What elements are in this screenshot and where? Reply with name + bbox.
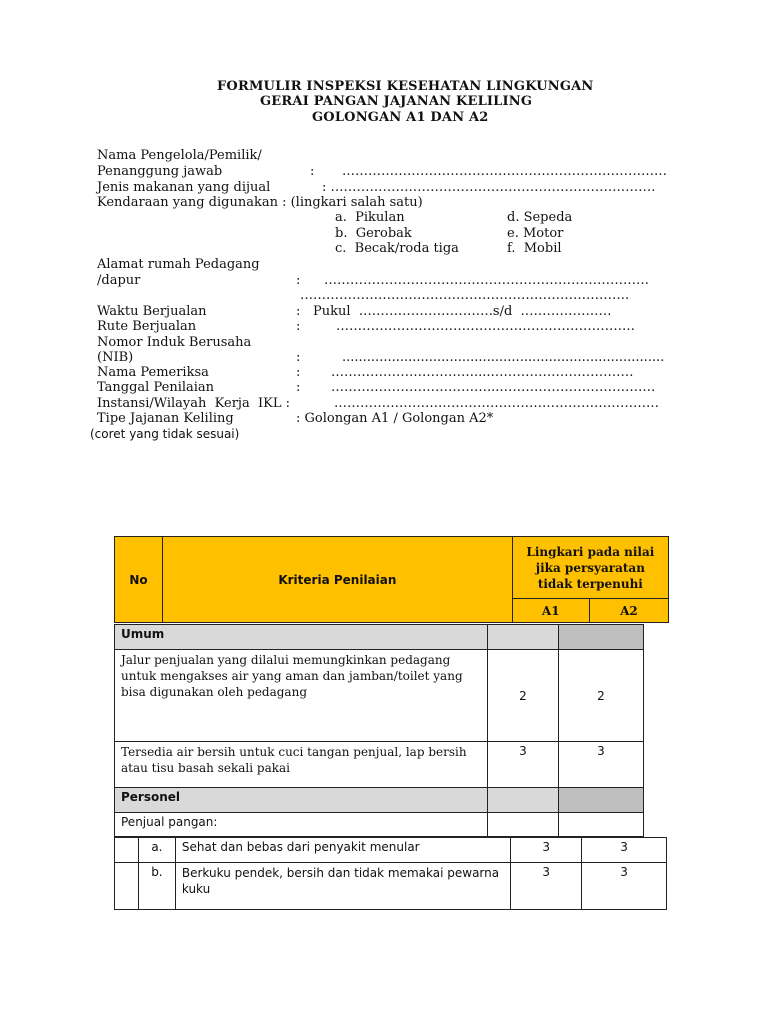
criteria-text: Tersedia air bersih untuk cuci tangan penjual, lap bersih atau tisu basah sekali pakai bbox=[115, 742, 488, 788]
option-pikulan[interactable]: a. Pikulan bbox=[335, 210, 405, 225]
header-lingkari: Lingkari pada nilai jika persyaratan tidak terpenuhi bbox=[512, 537, 668, 599]
score-a1[interactable]: 3 bbox=[488, 742, 559, 788]
tanggal-label: Tanggal Penilaian bbox=[97, 380, 215, 395]
personel-table bbox=[114, 837, 667, 910]
rute-field[interactable]: …………………………………………………………… bbox=[336, 319, 635, 334]
section-personel-a1 bbox=[488, 788, 559, 813]
score-a2[interactable]: 3 bbox=[559, 742, 644, 788]
alamat-colon: : bbox=[296, 273, 301, 288]
table-row bbox=[115, 863, 667, 910]
option-becak[interactable]: c. Becak/roda tiga bbox=[335, 241, 459, 256]
row-letter: b. bbox=[138, 863, 175, 910]
pemeriksa-field[interactable]: ……………………………....…………………………… bbox=[331, 365, 634, 380]
nib-colon: : bbox=[296, 350, 301, 365]
score-a2[interactable]: 3 bbox=[582, 838, 667, 863]
alamat-label: Alamat rumah Pedagang bbox=[97, 257, 260, 272]
empty-no-cell bbox=[115, 838, 139, 863]
waktu-label: Waktu Berjualan bbox=[97, 304, 207, 319]
criteria-text: Jalur penjualan yang dilalui memungkinkan pedagang untuk mengakses air yang aman dan jamban/toilet yang bisa digunakan oleh pedagang bbox=[115, 650, 488, 742]
score-a1[interactable]: 2 bbox=[488, 650, 559, 742]
tipe-field[interactable]: : Golongan A1 / Golongan A2* bbox=[296, 411, 494, 426]
tanggal-colon: : bbox=[296, 380, 301, 395]
jenis-label: Jenis makanan yang dijual bbox=[97, 180, 271, 195]
title-line-2: GERAI PANGAN JAJANAN KELILING bbox=[260, 94, 533, 109]
nib-label: Nomor Induk Berusaha bbox=[97, 335, 252, 350]
nama-label-2: Penanggung jawab bbox=[97, 164, 223, 179]
title-line-3: GOLONGAN A1 DAN A2 bbox=[312, 110, 489, 125]
option-gerobak[interactable]: b. Gerobak bbox=[335, 226, 412, 241]
section-umum-a2 bbox=[559, 625, 644, 650]
alamat-field-2[interactable]: …………………………………………………………………. bbox=[300, 288, 630, 303]
nama-field[interactable]: ………………………………………………………………… bbox=[342, 164, 667, 179]
header-a1: A1 bbox=[512, 599, 589, 623]
table-row bbox=[115, 650, 644, 742]
nama-label: Nama Pengelola/Pemilik/ bbox=[97, 148, 262, 163]
title-line-1: FORMULIR INSPEKSI KESEHATAN LINGKUNGAN bbox=[217, 79, 594, 94]
nib-label-2: (NIB) bbox=[97, 350, 134, 365]
score-a2[interactable]: 2 bbox=[559, 650, 644, 742]
waktu-field[interactable]: Pukul ………………………….s/d ………………… bbox=[313, 304, 612, 319]
nib-field[interactable]: .............................................................................. bbox=[342, 350, 665, 365]
criteria-table bbox=[114, 624, 644, 837]
instansi-label: Instansi/Wilayah Kerja IKL : bbox=[97, 396, 290, 411]
option-sepeda[interactable]: d. Sepeda bbox=[507, 210, 573, 225]
alamat-field[interactable]: ………………………………………………………………… bbox=[324, 273, 649, 288]
coret-note: (coret yang tidak sesuai) bbox=[90, 427, 240, 441]
sub-label-a1 bbox=[488, 813, 559, 837]
pemeriksa-colon: : bbox=[296, 365, 301, 380]
criteria-text: Sehat dan bebas dari penyakit menular bbox=[175, 838, 510, 863]
table-row bbox=[115, 742, 644, 788]
score-a1[interactable]: 3 bbox=[511, 838, 582, 863]
empty-no-cell bbox=[115, 863, 139, 910]
kendaraan-label: Kendaraan yang digunakan : (lingkari salah satu) bbox=[97, 195, 423, 210]
sub-label-penjual: Penjual pangan: bbox=[115, 813, 488, 837]
option-motor[interactable]: e. Motor bbox=[507, 226, 564, 241]
waktu-colon: : bbox=[296, 304, 301, 319]
tanggal-field[interactable]: ………………………………...……………………………… bbox=[331, 380, 656, 395]
section-personel-a2 bbox=[559, 788, 644, 813]
instansi-field[interactable]: ………………………………………………………………… bbox=[334, 396, 659, 411]
jenis-field[interactable]: : ………………………………………………………………… bbox=[322, 180, 656, 195]
alamat-label-2: /dapur bbox=[97, 273, 141, 288]
rute-colon: : bbox=[296, 319, 301, 334]
criteria-text: Berkuku pendek, bersih dan tidak memakai pewarna kuku bbox=[175, 863, 510, 910]
section-umum-a1 bbox=[488, 625, 559, 650]
nama-colon: : bbox=[310, 164, 315, 179]
table-header bbox=[114, 536, 669, 623]
tipe-label: Tipe Jajanan Keliling bbox=[97, 411, 234, 426]
header-no: No bbox=[115, 537, 163, 623]
section-personel: Personel bbox=[115, 788, 488, 813]
option-mobil[interactable]: f. Mobil bbox=[507, 241, 562, 256]
row-letter: a. bbox=[138, 838, 175, 863]
score-a2[interactable]: 3 bbox=[582, 863, 667, 910]
header-a2: A2 bbox=[589, 599, 668, 623]
rute-label: Rute Berjualan bbox=[97, 319, 197, 334]
table-row bbox=[115, 838, 667, 863]
sub-label-a2 bbox=[559, 813, 644, 837]
score-a1[interactable]: 3 bbox=[511, 863, 582, 910]
header-kriteria: Kriteria Penilaian bbox=[163, 537, 513, 623]
pemeriksa-label: Nama Pemeriksa bbox=[97, 365, 209, 380]
section-umum: Umum bbox=[115, 625, 488, 650]
